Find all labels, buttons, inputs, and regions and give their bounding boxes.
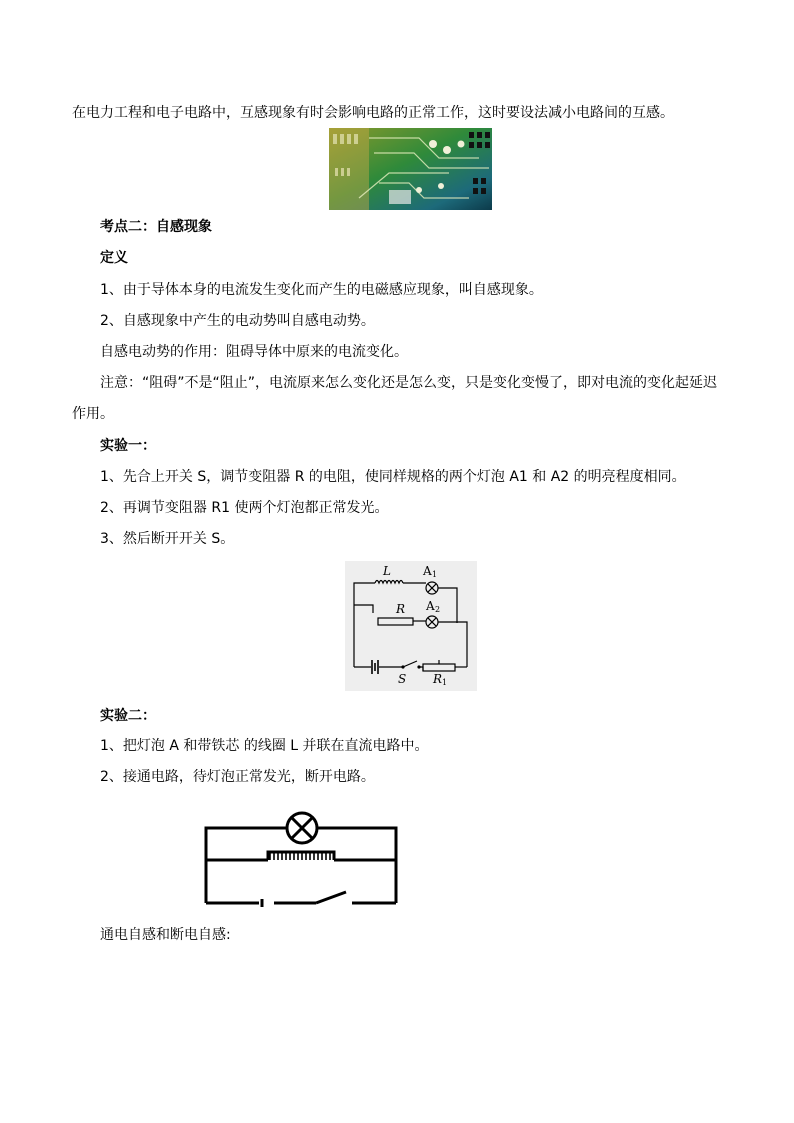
effect-text: 自感电动势的作用：阻碍导体中原来的电流变化。	[100, 344, 408, 360]
circuit-diagram-experiment1	[345, 561, 477, 691]
experiment2-step-1: 1、把灯泡 A 和带铁芯 的线圈 L 并联在直流电路中。	[100, 738, 429, 754]
label-r: R	[396, 602, 406, 616]
experiment1-heading: 实验一：	[100, 438, 156, 454]
definition-label: 定义	[100, 250, 128, 266]
definition-item-2: 2、自感现象中产生的电动势叫自感电动势。	[100, 313, 375, 329]
experiment1-step-1: 1、先合上开关 S，调节变阻器 R 的电阻，使同样规格的两个灯泡 A1 和 A2 的明亮程度相同。	[100, 469, 686, 485]
note-paragraph: 注意：“阻碍”不是“阻止”，电流原来怎么变化还是怎么变，只是变化变慢了，即对电流的变化起延迟作用。	[72, 375, 718, 422]
label-s: S	[398, 672, 407, 686]
label-r1-sub: 1	[442, 678, 448, 687]
section-heading: 考点二：自感现象	[100, 219, 212, 235]
circuit-board-photo	[329, 128, 492, 210]
label-l: L	[383, 564, 391, 578]
label-a1: A	[423, 564, 432, 578]
experiment1-step-3: 3、然后断开开关 S。	[100, 531, 235, 547]
label-a2-sub: 2	[435, 605, 441, 614]
label-a1-sub: 1	[432, 570, 438, 579]
closing-text: 通电自感和断电自感:	[100, 927, 231, 943]
switch-open	[316, 892, 346, 903]
label-r1: R	[433, 672, 443, 686]
circuit-diagram-experiment2	[204, 808, 400, 908]
label-a2: A	[426, 599, 435, 613]
intro-paragraph: 在电力工程和电子电路中，互感现象有时会影响电路的正常工作，这时要设法减小电路间的互感。	[72, 105, 674, 121]
experiment2-heading: 实验二：	[100, 708, 156, 724]
experiment2-step-2: 2、接通电路，待灯泡正常发光，断开电路。	[100, 769, 375, 785]
experiment1-step-2: 2、再调节变阻器 R1 使两个灯泡都正常发光。	[100, 500, 389, 516]
definition-item-1: 1、由于导体本身的电流发生变化而产生的电磁感应现象，叫自感现象。	[100, 282, 543, 298]
